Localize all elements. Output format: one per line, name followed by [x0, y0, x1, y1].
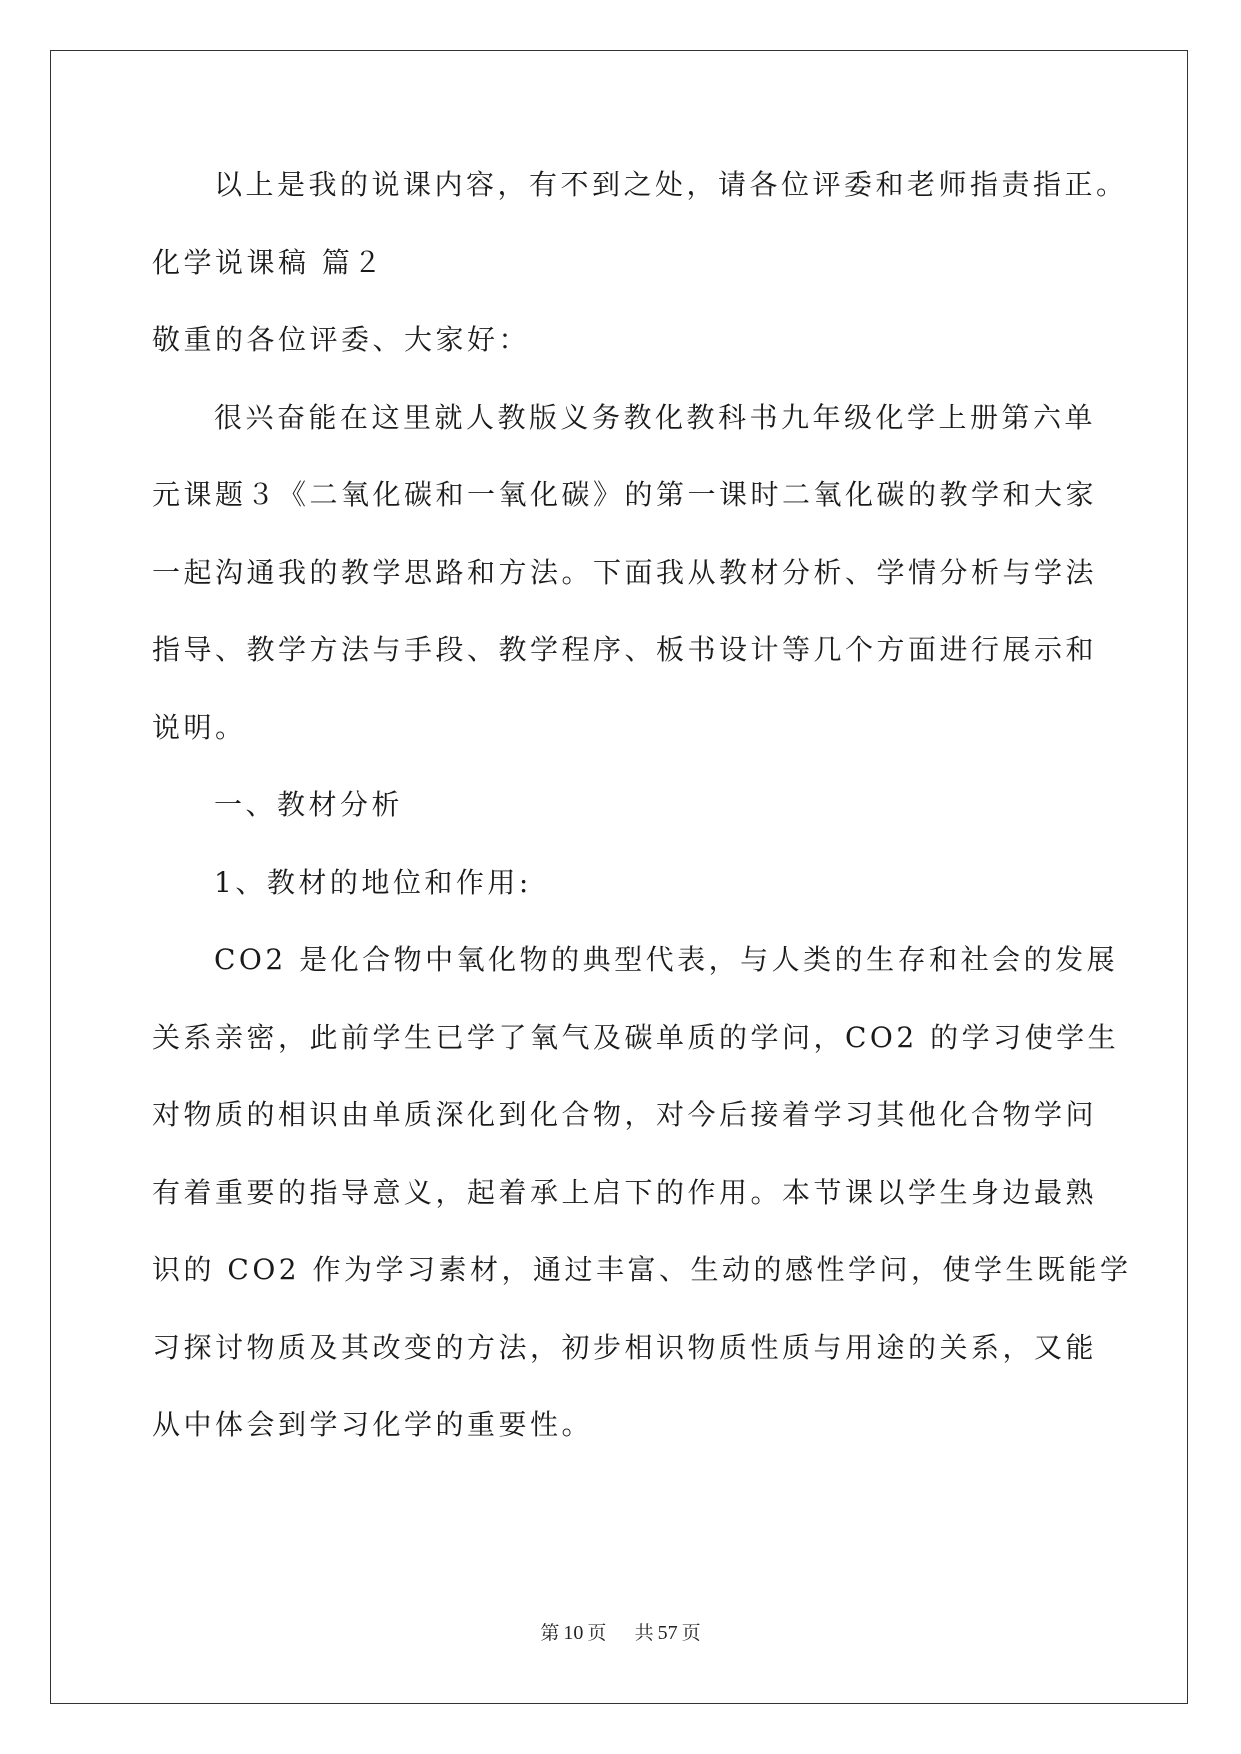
paragraph-line: CO2 是化合物中氧化物的典型代表，与人类的生存和社会的发展 — [214, 943, 1119, 976]
paragraph-line: 指导、教学方法与手段、教学程序、板书设计等几个方面进行展示和 — [152, 633, 1098, 666]
section-title: 化学说课稿 篇２ — [152, 245, 385, 279]
salutation: 敬重的各位评委、大家好： — [152, 323, 531, 356]
paragraph-line: 说明。 — [152, 710, 247, 744]
footer-total-prefix: 共 — [634, 1622, 654, 1644]
subsection-heading: 1、教材的地位和作用: — [214, 865, 532, 899]
paragraph-line: 关系亲密，此前学生已学了氧气及碳单质的学问，CO2 的学习使学生 — [152, 1020, 1120, 1054]
paragraph-line: 以上是我的说课内容，有不到之处，请各位评委和老师指责指正。 — [214, 168, 1128, 201]
paragraph-line: 从中体会到学习化学的重要性。 — [152, 1408, 594, 1441]
footer-total-unit: 页 — [681, 1622, 701, 1644]
paragraph-line: 习探讨物质及其改变的方法，初步相识物质性质与用途的关系，又能 — [152, 1330, 1098, 1364]
footer-prefix: 第 — [540, 1622, 560, 1644]
footer-page-unit: 页 — [587, 1622, 607, 1644]
total-pages-number: 57 — [657, 1622, 678, 1644]
document-body — [152, 165, 1132, 1483]
paragraph-line: 识的 CO2 作为学习素材，通过丰富、生动的感性学问，使学生既能学 — [152, 1253, 1132, 1286]
current-page-number: 10 — [563, 1622, 584, 1644]
paragraph-line: 很兴奋能在这里就人教版义务教化教科书九年级化学上册第六单 — [214, 400, 1097, 434]
paragraph-line: 对物质的相识由单质深化到化合物，对今后接着学习其他化合物学问 — [152, 1098, 1098, 1131]
subsection-heading: 一、教材分析 — [214, 788, 404, 821]
page-footer — [0, 1618, 1241, 1645]
paragraph-line: 一起沟通我的教学思路和方法。下面我从教材分析、学情分析与学法 — [152, 555, 1098, 589]
paragraph-line: 有着重要的指导意义，起着承上启下的作用。本节课以学生身边最熟 — [152, 1175, 1098, 1209]
paragraph-line: 元课题３《二氧化碳和一氧化碳》的第一课时二氧化碳的教学和大家 — [152, 478, 1098, 511]
